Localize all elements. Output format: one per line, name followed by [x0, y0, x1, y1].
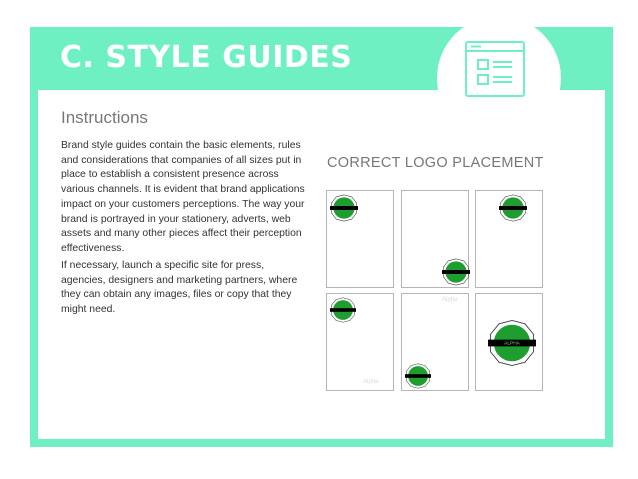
placement-example-sheet [475, 190, 543, 288]
document-layout-icon [464, 40, 526, 98]
logo-badge-icon [442, 258, 470, 286]
logo-badge-icon [405, 363, 431, 389]
placement-example-sheet [475, 293, 543, 391]
faded-logo-text: Alpha [363, 379, 379, 385]
logo-badge-icon [330, 194, 358, 222]
page-title: C. STYLE GUIDES [60, 40, 353, 75]
logo-badge-text: ALPHA [504, 341, 520, 347]
logo-badge-icon [499, 194, 527, 222]
logo-badge-icon [488, 319, 536, 367]
faded-logo-text: Alpha [442, 297, 458, 303]
instructions-paragraph: If necessary, launch a specific site for press, agencies, designers and marketing partners, where they can obtain any images, files or copy that they might need. [61, 260, 298, 316]
logo-badge-icon [330, 297, 356, 323]
logo-placement-heading: CORRECT LOGO PLACEMENT [327, 155, 544, 171]
placement-example-sheet [326, 190, 394, 288]
placement-example-sheet [401, 293, 469, 391]
placement-example-sheet [401, 190, 469, 288]
instructions-paragraph: Brand style guides contain the basic elements, rules and considerations that companies of all sizes put in place to establish a consistent presence across various channels. It is evident that brand applications impact on your customers perceptions. The way your brand is portrayed in your stationery, adverts, web assets and many other pieces affect their perception effectiveness. [61, 140, 305, 254]
placement-example-sheet [326, 293, 394, 391]
instructions-heading: Instructions [61, 108, 148, 127]
